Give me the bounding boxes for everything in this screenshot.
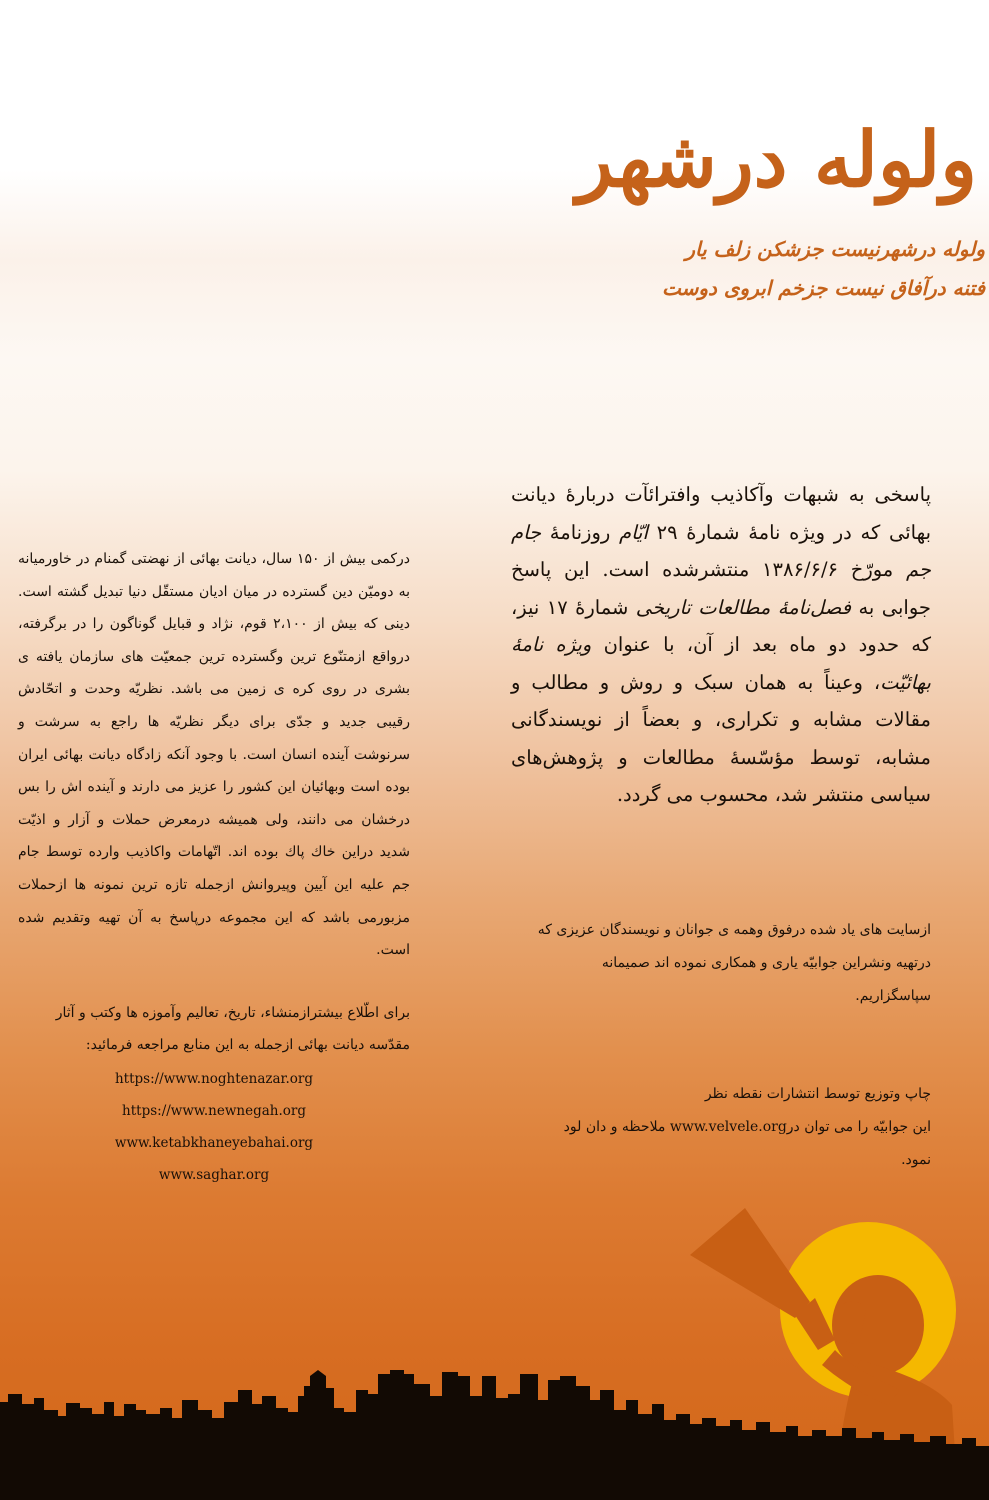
about-bahai-paragraph: درکمی بیش از ۱۵۰ سال، دیانت بهائی از نهضتی گمنام در خاورمیانه به دومیّن دین گسترده در میان ادیان مستقّل دنیا تبدیل گشته است. دینی که بیش از ۲،۱۰۰ قوم، نژاد و قبایل گوناگون را در برگرفته، درواقع ازمتنّوع ترین وگسترده ترین جمعیّت های سازمان یافته ی بشری در روی کره ی زمین می باشد. نظریّه وحدت و اتحّادش رقیبی جدید و جدّی برای دیگر نظریّه ها راجع به سرشت و سرنوشت آینده انسان است. با وجود آنکه زادگاه دیانت بهائی ایران بوده است وبهائیان این کشور را عزیز می دارند و آینده اش را بس درخشان می دانند، ولی همیشه درمعرض حملات و آزار و اذیّت شدید دراین خاك پاك بوده اند. اتّهامات واكاذیب وارده توسط جام جم علیه این آیین وپیروانش ازجمله تازه ترین نمونه ها ازحملات مزبورمی باشد كه این مجموعه درپاسخ به آن تهیه وتقدیم شده است. [18, 551, 410, 959]
page-title: ولوله درشهر [576, 115, 977, 204]
acknowledgement: ازسایت های یاد شده درفوق وهمه ی جوانان و نویسندگان عزیزی که درتهیه ونشراین جوابیّه یاری و همکاری نموده اند صمیمانه سپاسگزاریم. [537, 922, 931, 1004]
cover-illustration [0, 1190, 989, 1500]
link-ketabkhaneyebahai[interactable]: www.ketabkhaneyebahai.org [114, 1135, 314, 1151]
intro-emphasis-ayyam: ایّام [619, 520, 648, 544]
intro-text-1: پاسخی به شبهات وآکاذیب وافترائآت دربارۀ دیانت بهائی که در ویژه نامۀ شمارۀ ۲۹ [511, 483, 932, 544]
poem-line-2: فتنه درآفاق نیست جزخم ابروی دوست [661, 276, 985, 300]
reference-links [18, 1063, 410, 1191]
references-intro: برای اطّلاع بیشترازمنشاء، تاریخ، تعالیم وآموزه ها وكتب و آثار مقدّسه دیانت بهائی ازجمله به این منابع مراجعه فرمائید: [55, 1005, 410, 1053]
intro-text-5: ، وعیناً به همان سبک و روش و مطالب و مقالات مشابه و تکراری، و بعضاً از نویسندگانی مشابه، توسط مؤسّسۀ مطالعات و پژوهش‌های سیاسی منتشر شد، محسوب می گردد. [511, 670, 931, 806]
intro-text-3: مورّخ ۱۳۸۶/۶/۶ منتشرشده است. این پاسخ جوابی به [511, 558, 931, 619]
link-noghtenazar[interactable]: https://www.noghtenazar.org [114, 1071, 314, 1087]
intro-emphasis-special-issue: ویژه نامۀ بهائیّت [511, 633, 931, 694]
intro-emphasis-jam-jam: جام جم [511, 520, 931, 581]
intro-text-2: روزنامۀ [541, 520, 620, 544]
publisher-line-2: این جوابیّه را می توان درwww.velvele.org ملاحظه و دان لود نمود. [563, 1119, 931, 1168]
intro-text-4: شمارۀ ۱۷ نیز، که حدود دو ماه بعد از آن، با عنوان [511, 595, 931, 656]
link-newnegah[interactable]: https://www.newnegah.org [122, 1103, 306, 1119]
poem-verse [365, 230, 985, 308]
publisher-info [531, 1078, 931, 1177]
poem-line-1: ولوله درشهرنیست جزشکن زلف یار [685, 237, 985, 261]
publisher-line-1: چاپ وتوزیع توسط انتشارات نقطه نظر [704, 1086, 931, 1102]
intro-paragraph [511, 476, 931, 814]
intro-emphasis-journal: فصل‌نامۀ مطالعات تاریخی [635, 595, 852, 619]
link-saghar[interactable]: www.saghar.org [158, 1167, 270, 1183]
